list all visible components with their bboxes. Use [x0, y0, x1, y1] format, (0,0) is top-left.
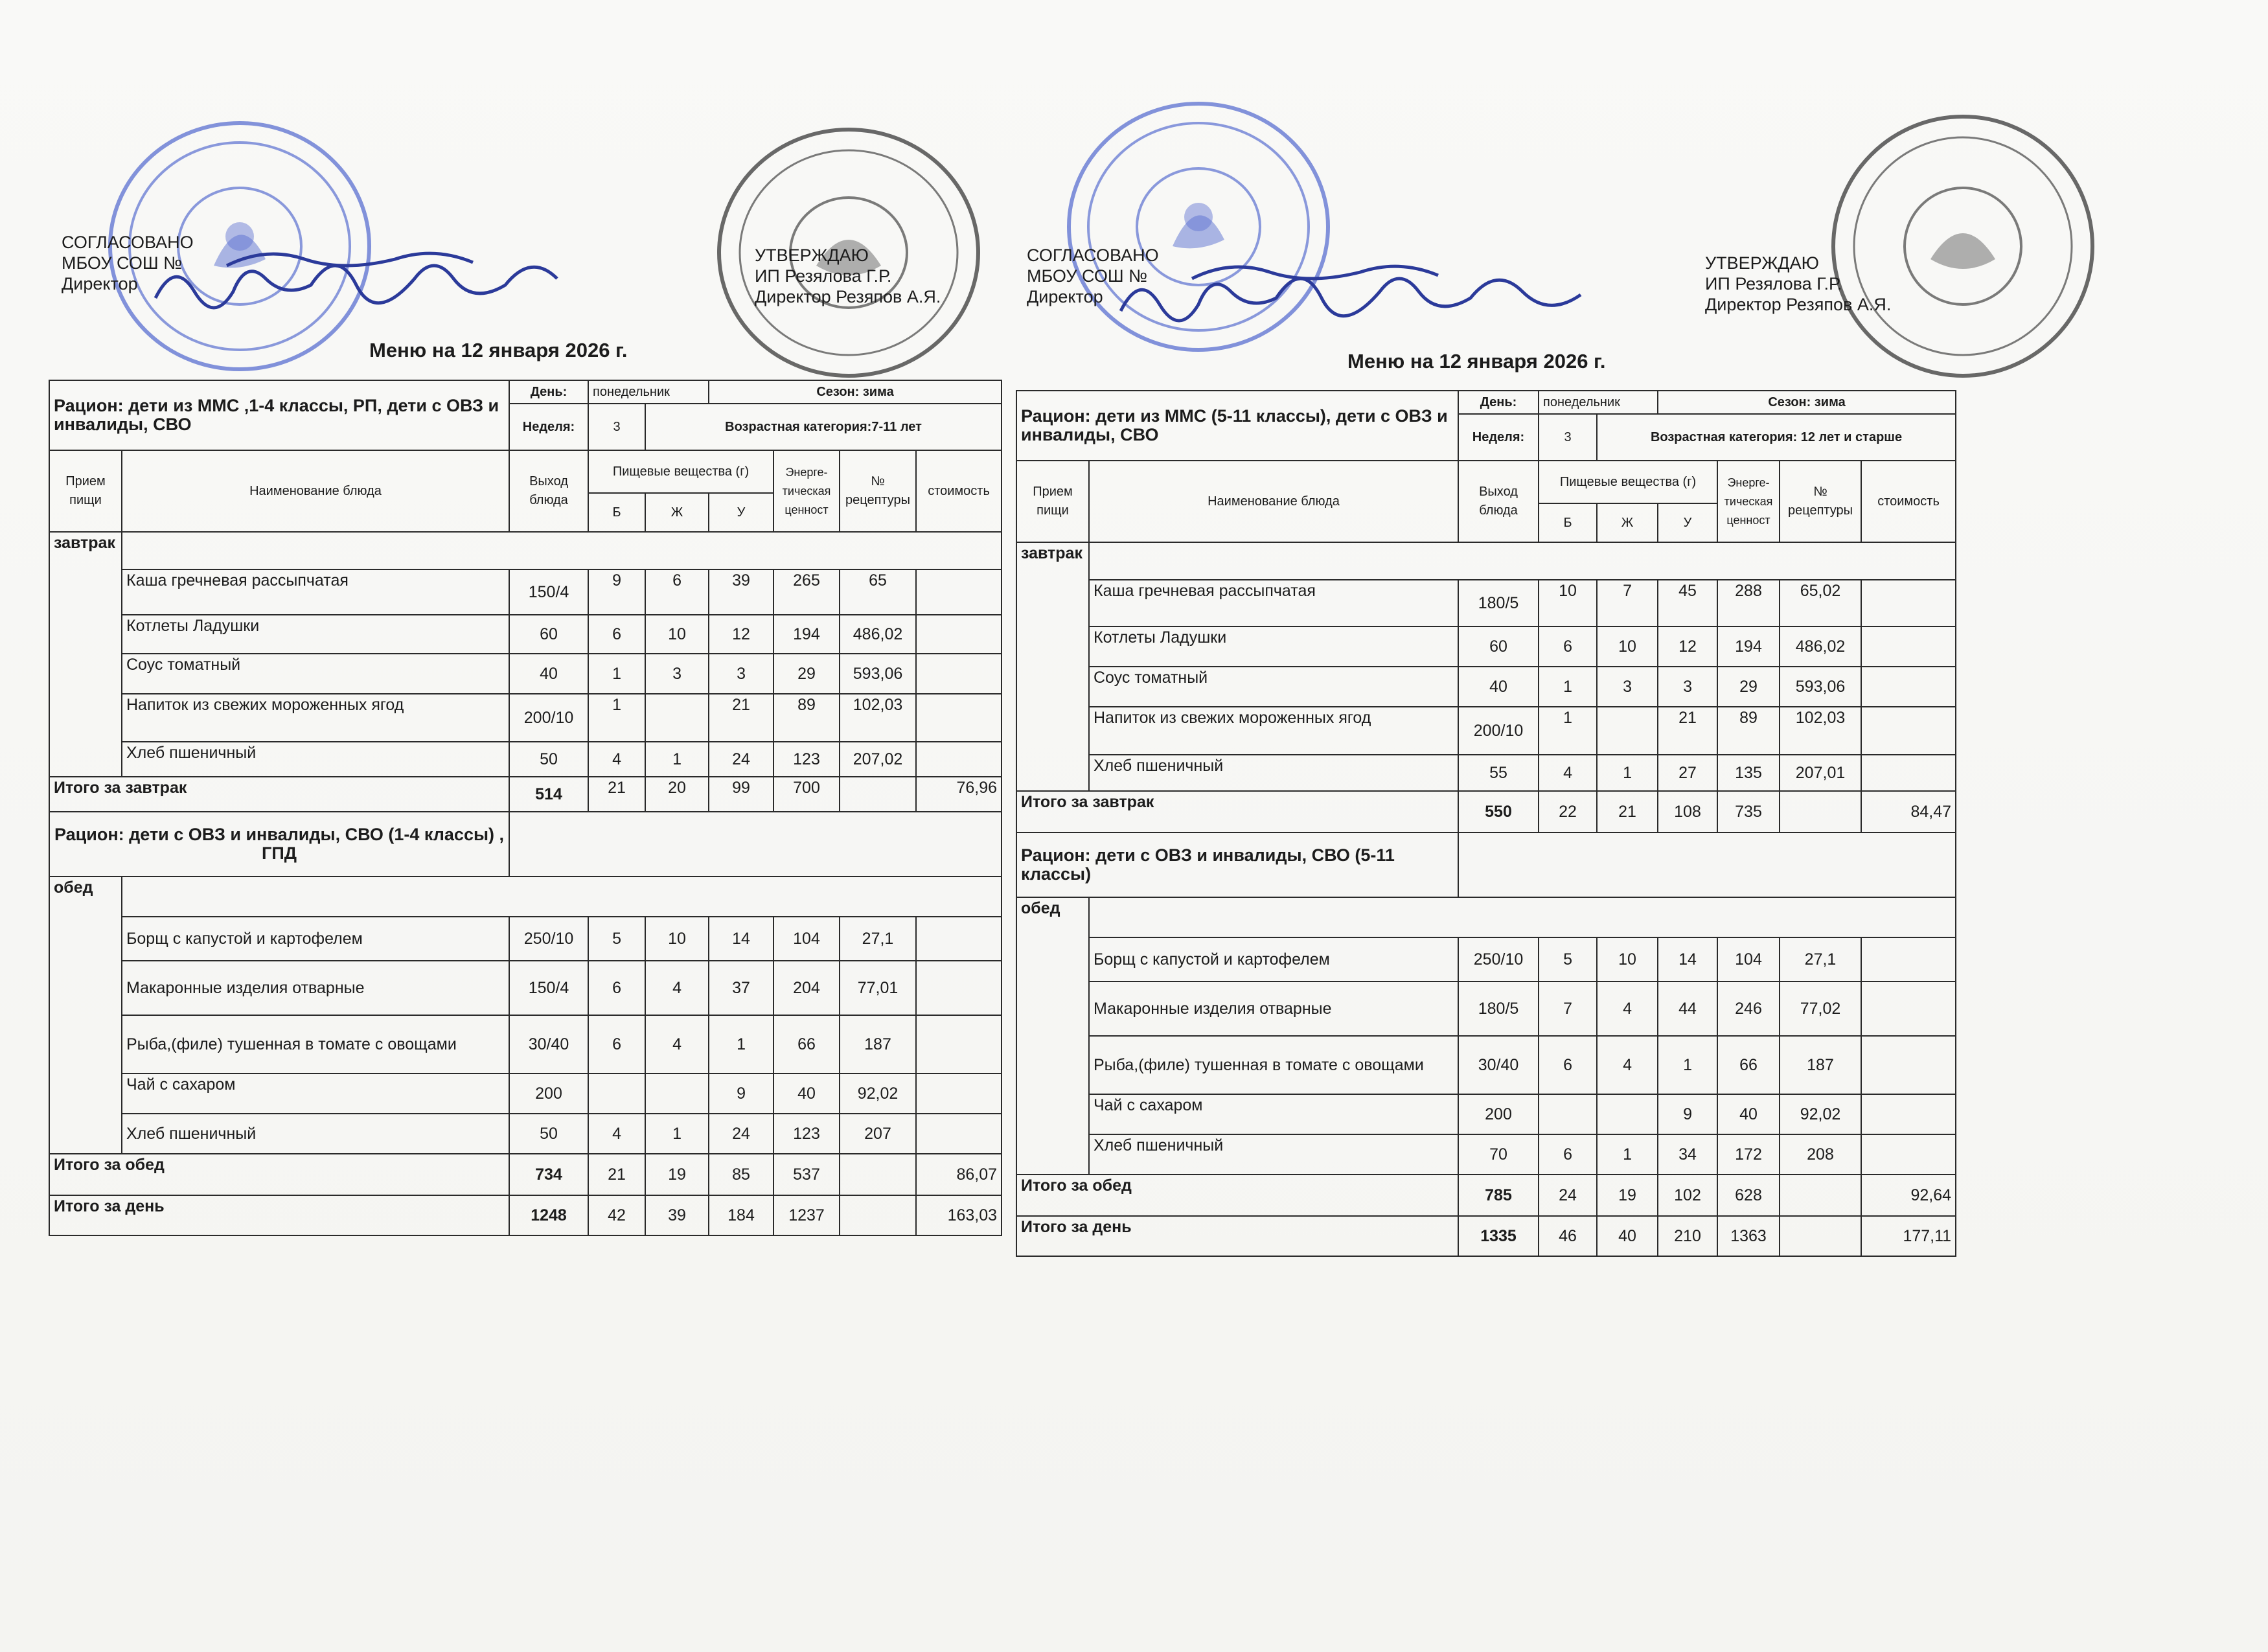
dish-yield: 30/40 [509, 1015, 588, 1073]
director-label: Директор [1027, 287, 1103, 306]
dish-u: 24 [709, 1114, 773, 1154]
dish-recipe: 77,02 [1780, 981, 1861, 1036]
dish-name: Рыба,(филе) тушенная в томате с овощами [1089, 1036, 1458, 1094]
dish-yield: 50 [509, 742, 588, 777]
dish-u: 24 [709, 742, 773, 777]
menu-title-right: Меню на 12 января 2026 г. [1347, 350, 1606, 373]
dish-yield: 200 [1458, 1094, 1539, 1134]
dish-u: 21 [709, 694, 773, 742]
approve-block [755, 245, 941, 307]
col-meal: Прием пищи [49, 450, 122, 532]
total-energy: 735 [1717, 791, 1780, 832]
ip-label: ИП Резялова Г.Р. [1705, 274, 1842, 293]
dish-b: 1 [588, 694, 645, 742]
dish-yield: 40 [509, 654, 588, 694]
dish-zh: 10 [645, 917, 709, 961]
dish-name: Макаронные изделия отварные [1089, 981, 1458, 1036]
total-label: Итого за обед [49, 1154, 509, 1195]
dish-zh [645, 694, 709, 742]
total-yield: 734 [509, 1154, 588, 1195]
dish-recipe: 92,02 [1780, 1094, 1861, 1134]
dish-recipe: 27,1 [840, 917, 916, 961]
table-row [49, 961, 1002, 1015]
dish-recipe: 207 [840, 1114, 916, 1154]
day-label: День: [1458, 391, 1539, 414]
col-dish: Наименование блюда [1089, 461, 1458, 542]
dish-name: Чай с сахаром [122, 1073, 509, 1114]
dish-energy: 66 [773, 1015, 840, 1073]
menu-table-right [1016, 390, 1956, 1257]
table-row [1016, 667, 1956, 707]
dish-cost [916, 961, 1002, 1015]
dish-zh: 1 [1597, 755, 1658, 791]
dish-cost [1861, 580, 1956, 626]
week-label: Неделя: [509, 404, 588, 450]
dish-b: 6 [1539, 1036, 1597, 1094]
dish-cost [916, 742, 1002, 777]
dish-recipe: 65,02 [1780, 580, 1861, 626]
dish-zh: 1 [645, 1114, 709, 1154]
dish-name: Напиток из свежих мороженных ягод [1089, 707, 1458, 755]
dish-yield: 200/10 [1458, 707, 1539, 755]
dish-energy: 66 [1717, 1036, 1780, 1094]
dish-yield: 250/10 [1458, 937, 1539, 981]
total-label: Итого за обед [1016, 1175, 1458, 1216]
dish-b: 4 [588, 1114, 645, 1154]
ip-label: ИП Резялова Г.Р. [755, 266, 892, 286]
col-cost: стоимость [916, 450, 1002, 532]
col-u: У [1658, 503, 1717, 542]
total-label: Итого за завтрак [1016, 791, 1458, 832]
dish-b [1539, 1094, 1597, 1134]
season-label: Сезон: зима [709, 380, 1002, 404]
dish-cost [1861, 626, 1956, 667]
dish-zh: 1 [1597, 1134, 1658, 1175]
signature-left [149, 240, 602, 324]
dish-energy: 123 [773, 742, 840, 777]
dish-recipe: 187 [840, 1015, 916, 1073]
menu-table-left [49, 380, 1002, 1236]
dish-u: 45 [1658, 580, 1717, 626]
dish-b: 6 [1539, 626, 1597, 667]
dish-cost [916, 917, 1002, 961]
dish-energy: 194 [1717, 626, 1780, 667]
table-row [49, 569, 1002, 615]
dish-u: 1 [1658, 1036, 1717, 1094]
dish-yield: 60 [1458, 626, 1539, 667]
dish-u: 37 [709, 961, 773, 1015]
total-cost: 76,96 [916, 777, 1002, 812]
dish-b: 7 [1539, 981, 1597, 1036]
dish-cost [916, 654, 1002, 694]
menu-title: Меню на 12 января 2026 г. [369, 339, 628, 361]
dish-b: 4 [1539, 755, 1597, 791]
dish-recipe: 486,02 [840, 615, 916, 654]
table-row [1016, 937, 1956, 981]
dish-recipe: 207,02 [840, 742, 916, 777]
dish-name: Хлеб пшеничный [1089, 755, 1458, 791]
dish-energy: 29 [1717, 667, 1780, 707]
dish-yield: 40 [1458, 667, 1539, 707]
dish-zh: 1 [645, 742, 709, 777]
dish-energy: 288 [1717, 580, 1780, 626]
dish-recipe: 65 [840, 569, 916, 615]
dish-name: Котлеты Ладушки [1089, 626, 1458, 667]
total-b: 21 [588, 1154, 645, 1195]
dish-yield: 150/4 [509, 961, 588, 1015]
table-row [49, 1114, 1002, 1154]
table-row [49, 654, 1002, 694]
breakfast-label: завтрак [49, 532, 122, 777]
dish-cost [916, 1073, 1002, 1114]
table-row [1016, 1036, 1956, 1094]
total-energy: 1363 [1717, 1216, 1780, 1256]
total-label: Итого за день [49, 1195, 509, 1235]
total-yield: 550 [1458, 791, 1539, 832]
dish-name: Хлеб пшеничный [122, 1114, 509, 1154]
dish-zh: 3 [645, 654, 709, 694]
dish-b: 5 [1539, 937, 1597, 981]
dish-cost [1861, 981, 1956, 1036]
total-energy: 700 [773, 777, 840, 812]
dish-zh: 10 [645, 615, 709, 654]
dish-b: 6 [588, 961, 645, 1015]
lunch-label: обед [49, 877, 122, 1154]
dish-recipe: 102,03 [840, 694, 916, 742]
col-yield: Выход блюда [509, 450, 588, 532]
col-zh: Ж [645, 493, 709, 532]
dish-cost [1861, 937, 1956, 981]
col-nutrients: Пищевые вещества (г) [588, 450, 773, 493]
dish-zh: 4 [645, 961, 709, 1015]
dish-recipe: 593,06 [840, 654, 916, 694]
col-u: У [709, 493, 773, 532]
total-yield: 1248 [509, 1195, 588, 1235]
agreed-label: СОГЛАСОВАНО [62, 233, 194, 252]
diet-title: Рацион: дети из ММС (5-11 классы), дети с ОВЗ и инвалиды, СВО [1016, 391, 1458, 461]
dish-b: 6 [1539, 1134, 1597, 1175]
dish-zh: 7 [1597, 580, 1658, 626]
dish-yield: 60 [509, 615, 588, 654]
dish-zh: 10 [1597, 937, 1658, 981]
dish-cost [1861, 1094, 1956, 1134]
dish-name: Каша гречневая рассыпчатая [122, 569, 509, 615]
total-u: 108 [1658, 791, 1717, 832]
dish-energy: 123 [773, 1114, 840, 1154]
dish-energy: 40 [773, 1073, 840, 1114]
dish-u: 3 [1658, 667, 1717, 707]
dish-cost [916, 569, 1002, 615]
dish-energy: 104 [773, 917, 840, 961]
lunch-label: обед [1016, 897, 1089, 1175]
dish-yield: 50 [509, 1114, 588, 1154]
table-row [49, 1073, 1002, 1114]
dish-yield: 200 [509, 1073, 588, 1114]
total-b: 21 [588, 777, 645, 812]
dish-name: Макаронные изделия отварные [122, 961, 509, 1015]
dish-zh: 6 [645, 569, 709, 615]
total-yield: 1335 [1458, 1216, 1539, 1256]
week-label: Неделя: [1458, 414, 1539, 461]
dish-yield: 70 [1458, 1134, 1539, 1175]
dish-name: Напиток из свежих мороженных ягод [122, 694, 509, 742]
table-row [49, 917, 1002, 961]
dish-u: 9 [709, 1073, 773, 1114]
dish-name: Соус томатный [122, 654, 509, 694]
agreed-block [62, 232, 194, 294]
dish-recipe: 77,01 [840, 961, 916, 1015]
dish-energy: 135 [1717, 755, 1780, 791]
approve-label: УТВЕРЖДАЮ [1705, 253, 1819, 273]
col-b: Б [588, 493, 645, 532]
week-value: 3 [1539, 414, 1597, 461]
breakfast-total-row [1016, 791, 1956, 832]
total-b: 24 [1539, 1175, 1597, 1216]
total-yield: 514 [509, 777, 588, 812]
col-meal: Прием пищи [1016, 461, 1089, 542]
dish-b: 5 [588, 917, 645, 961]
table-row [1016, 1094, 1956, 1134]
total-u: 99 [709, 777, 773, 812]
lunch-total-row [1016, 1175, 1956, 1216]
dish-zh: 4 [645, 1015, 709, 1073]
age-category: Возрастная категория:7-11 лет [645, 404, 1002, 450]
table-row [1016, 981, 1956, 1036]
col-nutrients: Пищевые вещества (г) [1539, 461, 1717, 503]
dish-name: Хлеб пшеничный [1089, 1134, 1458, 1175]
col-zh: Ж [1597, 503, 1658, 542]
dish-u: 14 [709, 917, 773, 961]
dish-yield: 180/5 [1458, 580, 1539, 626]
dish-energy: 40 [1717, 1094, 1780, 1134]
col-cost: стоимость [1861, 461, 1956, 542]
table-row [1016, 580, 1956, 626]
dish-zh [1597, 1094, 1658, 1134]
total-energy: 537 [773, 1154, 840, 1195]
dish-zh: 4 [1597, 981, 1658, 1036]
dish-yield: 30/40 [1458, 1036, 1539, 1094]
day-total-row [1016, 1216, 1956, 1256]
breakfast-label: завтрак [1016, 542, 1089, 791]
school-label: МБОУ СОШ № [1027, 266, 1148, 286]
dish-u: 12 [1658, 626, 1717, 667]
dish-recipe: 92,02 [840, 1073, 916, 1114]
diet2-title: Рацион: дети с ОВЗ и инвалиды, СВО (5-11 классы) [1016, 832, 1458, 897]
round-seal-blue-right [1062, 97, 1334, 356]
dish-cost [916, 694, 1002, 742]
dish-b: 6 [588, 1015, 645, 1073]
dish-name: Каша гречневая рассыпчатая [1089, 580, 1458, 626]
dish-b: 1 [1539, 707, 1597, 755]
dish-cost [1861, 667, 1956, 707]
dish-b: 6 [588, 615, 645, 654]
table-row [1016, 707, 1956, 755]
dish-recipe: 593,06 [1780, 667, 1861, 707]
dish-recipe: 208 [1780, 1134, 1861, 1175]
school-label: МБОУ СОШ № [62, 253, 183, 273]
total-label: Итого за день [1016, 1216, 1458, 1256]
day-value: понедельник [1539, 391, 1658, 414]
table-row [49, 742, 1002, 777]
total-cost: 177,11 [1861, 1216, 1956, 1256]
dish-energy: 89 [1717, 707, 1780, 755]
col-energy: Энерге-тическая ценност [1717, 461, 1780, 542]
dish-zh: 4 [1597, 1036, 1658, 1094]
lunch-total-row [49, 1154, 1002, 1195]
dish-u: 3 [709, 654, 773, 694]
agreed-block-right [1027, 245, 1159, 307]
day-value: понедельник [588, 380, 709, 404]
round-seal-dark-right [1827, 110, 2099, 382]
dish-cost [916, 615, 1002, 654]
total-zh: 39 [645, 1195, 709, 1235]
dish-energy: 104 [1717, 937, 1780, 981]
dish-name: Борщ с капустой и картофелем [1089, 937, 1458, 981]
dish-zh [1597, 707, 1658, 755]
dish-yield: 55 [1458, 755, 1539, 791]
dish-u: 12 [709, 615, 773, 654]
total-u: 102 [1658, 1175, 1717, 1216]
dish-u: 39 [709, 569, 773, 615]
dish-u: 44 [1658, 981, 1717, 1036]
total-cost: 92,64 [1861, 1175, 1956, 1216]
day-label: День: [509, 380, 588, 404]
total-cost: 86,07 [916, 1154, 1002, 1195]
dish-name: Соус томатный [1089, 667, 1458, 707]
total-b: 46 [1539, 1216, 1597, 1256]
dish-name: Котлеты Ладушки [122, 615, 509, 654]
dish-energy: 194 [773, 615, 840, 654]
age-category: Возрастная категория: 12 лет и старше [1597, 414, 1956, 461]
dish-cost [916, 1114, 1002, 1154]
dish-b: 9 [588, 569, 645, 615]
dish-b: 10 [1539, 580, 1597, 626]
dish-recipe: 187 [1780, 1036, 1861, 1094]
table-row [49, 694, 1002, 742]
total-b: 42 [588, 1195, 645, 1235]
dish-cost [1861, 707, 1956, 755]
total-u: 85 [709, 1154, 773, 1195]
dish-cost [916, 1015, 1002, 1073]
season-label: Сезон: зима [1658, 391, 1956, 414]
director2-label: Директор Резяпов А.Я. [755, 287, 941, 306]
dish-recipe: 207,01 [1780, 755, 1861, 791]
dish-name: Рыба,(филе) тушенная в томате с овощами [122, 1015, 509, 1073]
agreed-label: СОГЛАСОВАНО [1027, 246, 1159, 265]
dish-yield: 200/10 [509, 694, 588, 742]
dish-b: 1 [588, 654, 645, 694]
breakfast-total-row [49, 777, 1002, 812]
table-row [1016, 1134, 1956, 1175]
dish-energy: 204 [773, 961, 840, 1015]
dish-cost [1861, 1134, 1956, 1175]
diet2-title: Рацион: дети с ОВЗ и инвалиды, СВО (1-4 классы) , ГПД [49, 812, 509, 877]
dish-b [588, 1073, 645, 1114]
col-recipe: № рецептуры [840, 450, 916, 532]
director-label: Директор [62, 274, 138, 293]
col-dish: Наименование блюда [122, 450, 509, 532]
dish-yield: 150/4 [509, 569, 588, 615]
total-zh: 40 [1597, 1216, 1658, 1256]
dish-u: 9 [1658, 1094, 1717, 1134]
dish-recipe: 102,03 [1780, 707, 1861, 755]
dish-cost [1861, 755, 1956, 791]
table-row [49, 615, 1002, 654]
dish-u: 1 [709, 1015, 773, 1073]
dish-recipe: 486,02 [1780, 626, 1861, 667]
dish-name: Чай с сахаром [1089, 1094, 1458, 1134]
dish-recipe: 27,1 [1780, 937, 1861, 981]
table-row [49, 1015, 1002, 1073]
total-u: 210 [1658, 1216, 1717, 1256]
dish-energy: 265 [773, 569, 840, 615]
dish-u: 21 [1658, 707, 1717, 755]
dish-yield: 250/10 [509, 917, 588, 961]
dish-name: Хлеб пшеничный [122, 742, 509, 777]
total-energy: 628 [1717, 1175, 1780, 1216]
total-cost: 163,03 [916, 1195, 1002, 1235]
dish-u: 14 [1658, 937, 1717, 981]
dish-energy: 246 [1717, 981, 1780, 1036]
dish-yield: 180/5 [1458, 981, 1539, 1036]
day-total-row [49, 1195, 1002, 1235]
total-b: 22 [1539, 791, 1597, 832]
dish-u: 27 [1658, 755, 1717, 791]
col-b: Б [1539, 503, 1597, 542]
approve-label: УТВЕРЖДАЮ [755, 246, 869, 265]
col-yield: Выход блюда [1458, 461, 1539, 542]
dish-zh: 10 [1597, 626, 1658, 667]
total-zh: 19 [645, 1154, 709, 1195]
total-label: Итого за завтрак [49, 777, 509, 812]
signature-right [1114, 253, 1594, 337]
dish-energy: 29 [773, 654, 840, 694]
approve-block-right [1705, 253, 1891, 315]
diet-title: Рацион: дети из ММС ,1-4 классы, РП, дети с ОВЗ и инвалиды, СВО [49, 380, 509, 450]
dish-b: 1 [1539, 667, 1597, 707]
dish-energy: 89 [773, 694, 840, 742]
week-value: 3 [588, 404, 645, 450]
dish-energy: 172 [1717, 1134, 1780, 1175]
table-row [1016, 626, 1956, 667]
total-yield: 785 [1458, 1175, 1539, 1216]
dish-name: Борщ с капустой и картофелем [122, 917, 509, 961]
col-recipe: № рецептуры [1780, 461, 1861, 542]
total-zh: 21 [1597, 791, 1658, 832]
dish-cost [1861, 1036, 1956, 1094]
col-energy: Энерге-тическая ценност [773, 450, 840, 532]
total-u: 184 [709, 1195, 773, 1235]
director2-label: Директор Резяпов А.Я. [1705, 295, 1892, 314]
total-energy: 1237 [773, 1195, 840, 1235]
dish-zh: 3 [1597, 667, 1658, 707]
total-zh: 19 [1597, 1175, 1658, 1216]
dish-zh [645, 1073, 709, 1114]
dish-u: 34 [1658, 1134, 1717, 1175]
total-cost: 84,47 [1861, 791, 1956, 832]
total-zh: 20 [645, 777, 709, 812]
dish-b: 4 [588, 742, 645, 777]
table-row [1016, 755, 1956, 791]
